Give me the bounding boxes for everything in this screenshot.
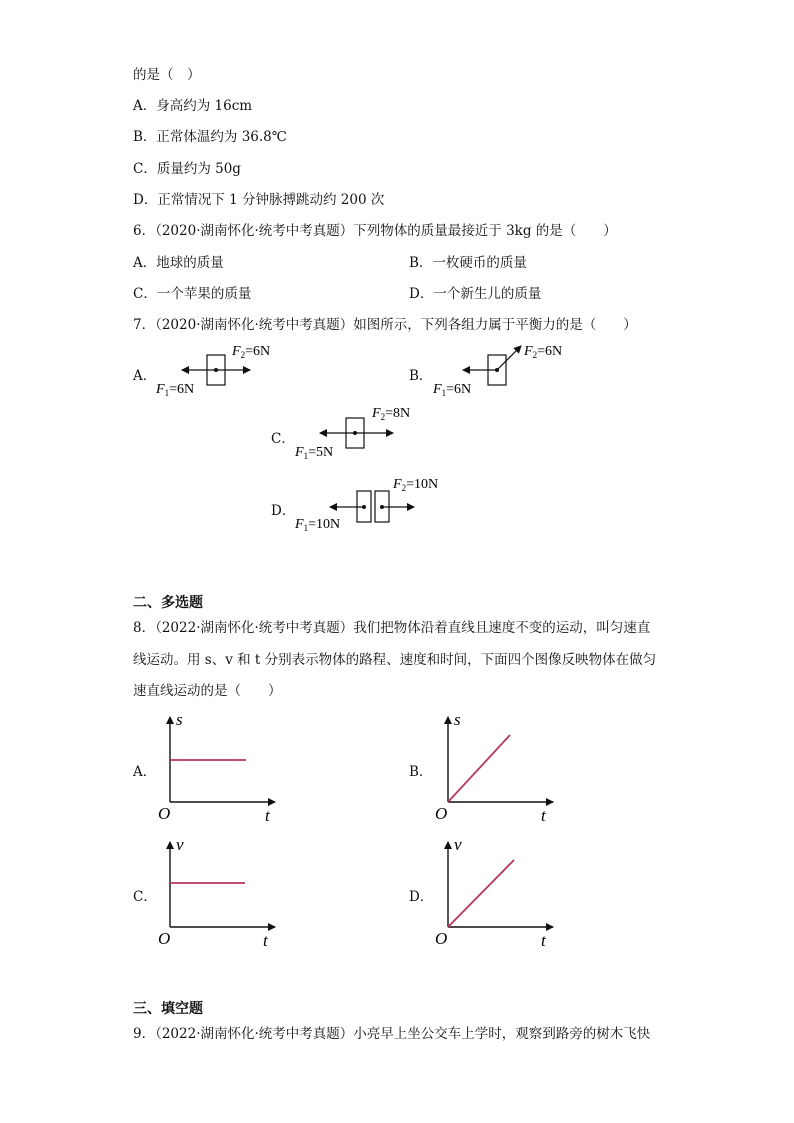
- q5-option-b: B．正常体温约为 36.8℃: [133, 129, 287, 145]
- q7-figure-d: [288, 474, 468, 536]
- x-axis-label: t: [265, 806, 270, 825]
- q8-stem-line1: 8．（2022·湖南怀化·统考中考真题）我们把物体沿着直线且速度不变的运动，叫匀速直: [133, 620, 651, 636]
- q8-graph-b: [428, 705, 568, 830]
- q7-figure-b: [426, 338, 586, 400]
- q6-option-d: D．一个新生儿的质量: [409, 286, 542, 302]
- x-axis-label: t: [263, 931, 268, 950]
- x-axis-label: t: [541, 806, 546, 825]
- q8-label-a: A．: [133, 764, 157, 780]
- origin-label: O: [435, 804, 448, 823]
- q5-stem-tail: 的是（ ）: [133, 67, 201, 83]
- force-f1-label: $F_1=6N$: [156, 382, 195, 398]
- q7-label-a: A．: [133, 368, 157, 384]
- x-axis-label: t: [541, 931, 546, 950]
- q8-graph-a: [150, 705, 290, 830]
- motion-line: [448, 860, 514, 927]
- y-axis-label: v: [454, 835, 462, 854]
- q5-option-a: A．身高约为 16cm: [133, 98, 253, 114]
- force-f1-label: $F_1=10N$: [295, 517, 341, 533]
- force-f2-label: $F_2=6N$: [232, 344, 271, 360]
- q8-stem-line3: 速直线运动的是（ ）: [133, 683, 282, 699]
- y-axis-label: s: [454, 710, 461, 729]
- section-title-fill-in: 三、填空题: [133, 1001, 203, 1017]
- q5-option-c: C．质量约为 50g: [133, 161, 241, 177]
- y-axis-label: s: [176, 710, 183, 729]
- force-f2-arrow: [497, 346, 521, 370]
- q8-stem-line2: 线运动。用 s、v 和 t 分别表示物体的路程、速度和时间，下面四个图像反映物体在做匀: [133, 652, 657, 668]
- force-f2-label: $F_2=8N$: [372, 406, 411, 422]
- q8-label-b: B．: [409, 764, 433, 780]
- q7-stem: 7．（2020·湖南怀化·统考中考真题）如图所示，下列各组力属于平衡力的是（ ）: [133, 317, 637, 333]
- origin-label: O: [158, 804, 171, 823]
- q8-graph-c: [150, 830, 290, 955]
- q7-figure-c: [288, 402, 448, 464]
- q7-label-b: B．: [409, 368, 433, 384]
- origin-label: O: [435, 929, 448, 948]
- q7-label-d: D．: [271, 503, 296, 519]
- q8-label-d: D．: [409, 889, 434, 905]
- force-f1-label: $F_1=5N$: [295, 445, 334, 461]
- force-f1-label: $F_1=6N$: [433, 382, 472, 398]
- q6-option-a: A．地球的质量: [133, 255, 224, 271]
- y-axis-label: v: [176, 835, 184, 854]
- motion-line: [448, 735, 510, 802]
- origin-label: O: [158, 929, 171, 948]
- section-title-multiple-choice: 二、多选题: [133, 595, 203, 611]
- q7-label-c: C．: [271, 431, 295, 447]
- q7-figure-a: [150, 340, 310, 400]
- q6-stem: 6．（2020·湖南怀化·统考中考真题）下列物体的质量最接近于 3kg 的是（ ）: [133, 223, 617, 239]
- q5-option-d: D．正常情况下 1 分钟脉搏跳动约 200 次: [133, 192, 385, 208]
- q9-stem-line1: 9．（2022·湖南怀化·统考中考真题）小亮早上坐公交车上学时，观察到路旁的树木飞快: [133, 1026, 651, 1042]
- force-f2-label: $F_2=10N$: [393, 477, 439, 493]
- q6-option-c: C．一个苹果的质量: [133, 286, 252, 302]
- q8-graph-d: [428, 830, 568, 955]
- force-f2-label: $F_2=6N$: [524, 344, 563, 360]
- q8-label-c: C．: [133, 889, 157, 905]
- q6-option-b: B．一枚硬币的质量: [409, 255, 527, 271]
